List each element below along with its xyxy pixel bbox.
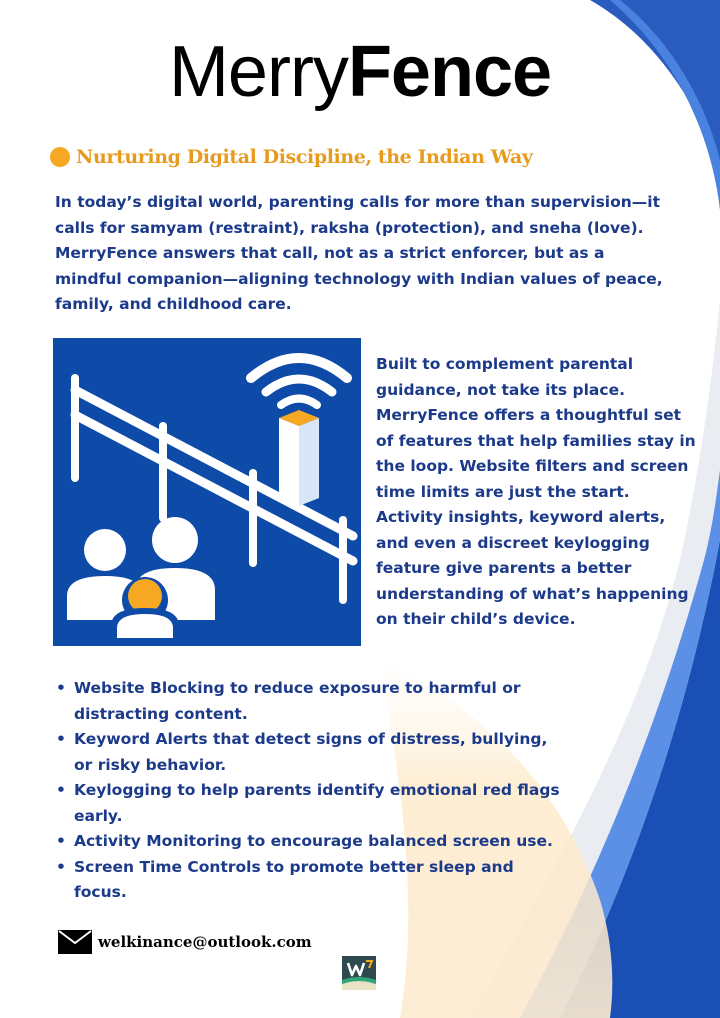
bullet-icon: •	[56, 730, 66, 748]
features-description: Built to complement parental guidance, not take its place. MerryFence offers a thoughtful set of features that help families stay in the loop. Website filters and screen time limits are just the start. Activity insights, keyword alerts, and even a discreet keylogging feature give parents a better understanding of what’s happening on their child’s device.	[376, 355, 696, 628]
family-fence-wifi-illustration	[53, 338, 361, 646]
feature-item: • Keylogging to help parents identify emotional red flags early.	[50, 778, 570, 829]
subtitle-text: Nurturing Digital Discipline, the Indian Way	[76, 146, 533, 168]
bullet-icon: •	[56, 781, 66, 799]
section-subtitle	[50, 146, 533, 168]
intro-paragraph: In today’s digital world, parenting calls for more than supervision—it calls for samyam (restraint), raksha (protection), and sneha (love). MerryFence answers that call, not as a strict enforcer, but as a mindful companion—aligning technology with Indian values of peace, family, and childhood care.	[55, 193, 663, 313]
feature-item: • Keyword Alerts that detect signs of distress, bullying, or risky behavior.	[50, 727, 570, 778]
feature-list	[50, 676, 570, 906]
orange-dot-icon	[50, 147, 70, 167]
bullet-icon: •	[56, 679, 66, 697]
brand-part-fence: Fence	[347, 32, 552, 112]
envelope-icon	[58, 930, 92, 954]
bullet-icon: •	[56, 857, 66, 876]
company-logo-icon	[342, 956, 376, 990]
feature-item: • Website Blocking to reduce exposure to harmful or distracting content.	[50, 676, 570, 727]
bullet-icon: •	[56, 832, 66, 850]
brand-part-merry: Merry	[168, 32, 348, 112]
email-address[interactable]: welkinance@outlook.com	[98, 933, 312, 951]
brand-logo-text	[0, 30, 720, 114]
router-tower-icon	[279, 410, 319, 506]
feature-item: • Activity Monitoring to encourage balanced screen use.	[50, 829, 570, 855]
feature-item: • Screen Time Controls to promote better sleep and focus.	[50, 855, 570, 906]
contact-email[interactable]	[58, 930, 312, 954]
